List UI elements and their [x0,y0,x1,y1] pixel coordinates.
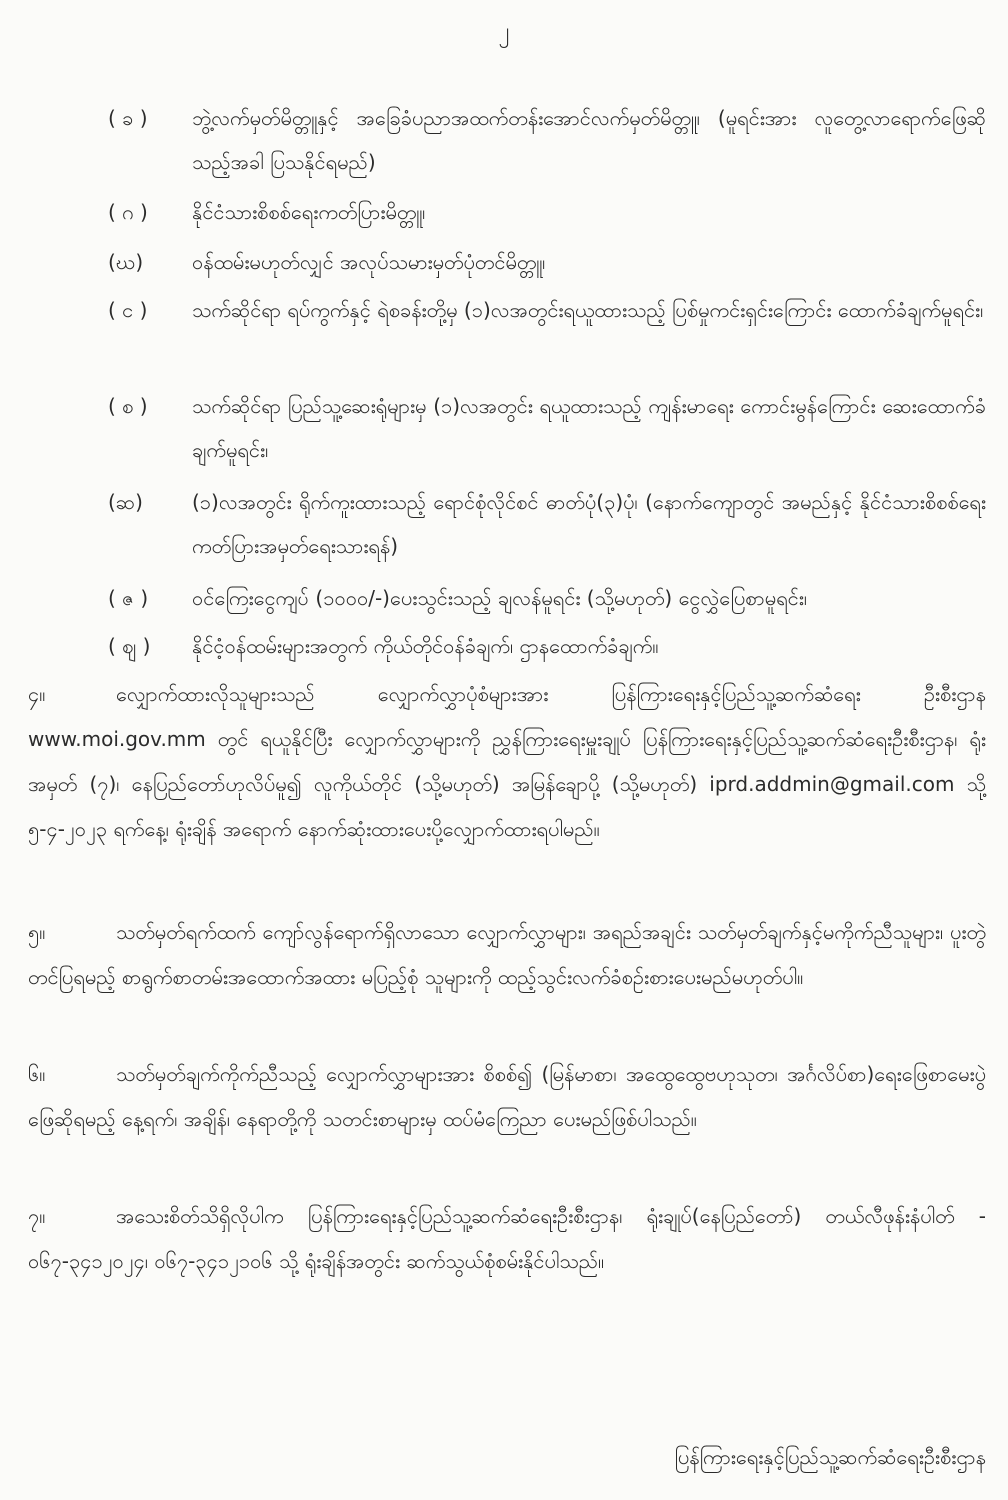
paragraph-number: ၄။ [28,682,46,706]
paragraph-number: ၅။ [28,920,46,944]
signature-department: ပြန်ကြားရေးနှင့်ပြည်သူ့ဆက်ဆံရေးဦးစီးဌာန [674,1445,986,1469]
sub-item-text: (၁)လအတွင်း ရိုက်ကူးထားသည့် ရောင်စုံလိုင်စင် ဓာတ်ပုံ(၃)ပုံ၊ (နောက်ကျောတွင် အမည်နှင့် နိုင်ငံသားစိစစ်ရေးကတ်ပြားအမှတ်ရေးသားရန်) [192,490,986,558]
sub-item-nga [108,288,986,332]
sub-item-marker: ( ဇ ) [108,586,149,610]
page-number: ၂ [498,19,510,44]
paragraph-text: သတ်မှတ်ချက်ကိုက်ညီသည့် လျှောက်လွှာများအား စိစစ်၍ (မြန်မာစာ၊ အထွေထွေဗဟုသုတ၊ အင်္ဂလိပ်စာ)ရေးဖြေစာမေးပွဲဖြေဆိုရမည့် နေ့ရက်၊ အချိန်၊ နေရာတို့ကို သတင်းစာများမှ ထပ်မံကြေညာ ပေးမည်ဖြစ်ပါသည်။ [28,1062,986,1131]
paragraph-5 [28,910,986,1000]
sub-item-gha [108,240,986,284]
sub-item-marker: ( ခ ) [108,106,148,130]
paragraph-text: အသေးစိတ်သိရှိလိုပါက ပြန်ကြားရေးနှင့်ပြည်သူ့ဆက်ဆံရေးဦးစီးဌာန၊ ရုံးချုပ်(နေပြည်တော်) တယ်လီဖုန်းနံပါတ် - ၀၆၇-၃၄၁၂၀၂၄၊ ၀၆၇-၃၄၁၂၁၀၆ သို့ ရုံးချိန်အတွင်း ဆက်သွယ်စုံစမ်းနိုင်ပါသည်။ [28,1204,986,1273]
sub-item-text: သက်ဆိုင်ရာ ရပ်ကွက်နှင့် ရဲစခန်းတို့မှ (၁)လအတွင်းရယူထားသည့် ပြစ်မှုကင်းရှင်းကြောင်း ထောက်ခံချက်မူရင်း၊ [192,298,984,322]
sub-item-text: သက်ဆိုင်ရာ ပြည်သူ့ဆေးရုံများမှ (၁)လအတွင်း ရယူထားသည့် ကျန်းမာရေး ကောင်းမွန်ကြောင်း ဆေးထောက်ခံချက်မူရင်း၊ [192,394,986,462]
sub-item-text: နိုင်ငံ့ဝန်ထမ်းများအတွက် ကိုယ်တိုင်ဝန်ခံချက်၊ ဌာနထောက်ခံချက်။ [192,634,659,658]
paragraph-number: ၇။ [28,1204,46,1228]
paragraph-text: သတ်မှတ်ရက်ထက် ကျော်လွန်ရောက်ရှိလာသော လျှောက်လွှာများ၊ အရည်အချင်း သတ်မှတ်ချက်နှင့်မကိုက်ညီသူများ၊ ပူးတွဲတင်ပြရမည့် စာရွက်စာတမ်းအထောက်အထား မပြည့်စုံ သူများကို ထည့်သွင်းလက်ခံစဉ်းစားပေးမည်မဟုတ်ပါ။ [28,920,986,989]
sub-item-marker: ( ဈ ) [108,634,151,658]
paragraph-6 [28,1052,986,1142]
sub-item-marker: (ဃ) [108,250,144,274]
sub-item-text: နိုင်ငံသားစိစစ်ရေးကတ်ပြားမိတ္တူ၊ [192,200,426,224]
sub-item-zha [108,624,986,668]
paragraph-number: ၆။ [28,1062,46,1086]
sub-item-marker: ( ဂ ) [108,200,148,224]
sub-item-za [108,576,986,620]
sub-item-kha [108,96,986,184]
sub-item-text: ဝင်ကြေးငွေကျပ် (၁၀၀၀/-)ပေးသွင်းသည့် ချလန်မူရင်း (သို့မဟုတ်) ငွေလွှဲပြေစာမူရင်း၊ [192,586,808,610]
paragraph-4 [28,672,986,852]
sub-item-marker: ( စ ) [108,394,148,418]
paragraph-text: လျှောက်ထားလိုသူများသည် လျှောက်လွှာပုံစံများအား ပြန်ကြားရေးနှင့်ပြည်သူ့ဆက်ဆံရေး ဦးစီးဌာန www.moi.gov.mm တွင် ရယူနိုင်ပြီး လျှောက်လွှာများကို ညွှန်ကြားရေးမှူးချုပ် ပြန်ကြားရေးနှင့်ပြည်သူ့ဆက်ဆံရေးဦးစီးဌာန၊ ရုံးအမှတ် (၇)၊ နေပြည်တော်ဟုလိပ်မူ၍ လူကိုယ်တိုင် (သို့မဟုတ်) အမြန်ချောပို့ (သို့မဟုတ်) iprd.addmin@gmail.com သို့ ၅-၄-၂၀၂၃ ရက်နေ့၊ ရုံးချိန် အရောက် နောက်ဆုံးထားပေးပို့လျှောက်ထားရပါမည်။ [28,682,986,841]
paragraph-7 [28,1194,986,1284]
sub-item-text: ဘွဲ့လက်မှတ်မိတ္တူနှင့် အခြေခံပညာအထက်တန်းအောင်လက်မှတ်မိတ္တူ၊ (မူရင်းအား လူတွေ့လာရောက်ဖြေဆိုသည့်အခါ ပြသနိုင်ရမည်) [192,106,986,174]
sub-item-hsa [108,480,986,568]
sub-item-marker: ( င ) [108,298,148,322]
sub-item-ga [108,190,986,234]
sub-item-sa [108,384,986,472]
sub-item-marker: (ဆ) [108,490,143,514]
sub-item-text: ဝန်ထမ်းမဟုတ်လျှင် အလုပ်သမားမှတ်ပုံတင်မိတ္တူ၊ [192,250,546,274]
